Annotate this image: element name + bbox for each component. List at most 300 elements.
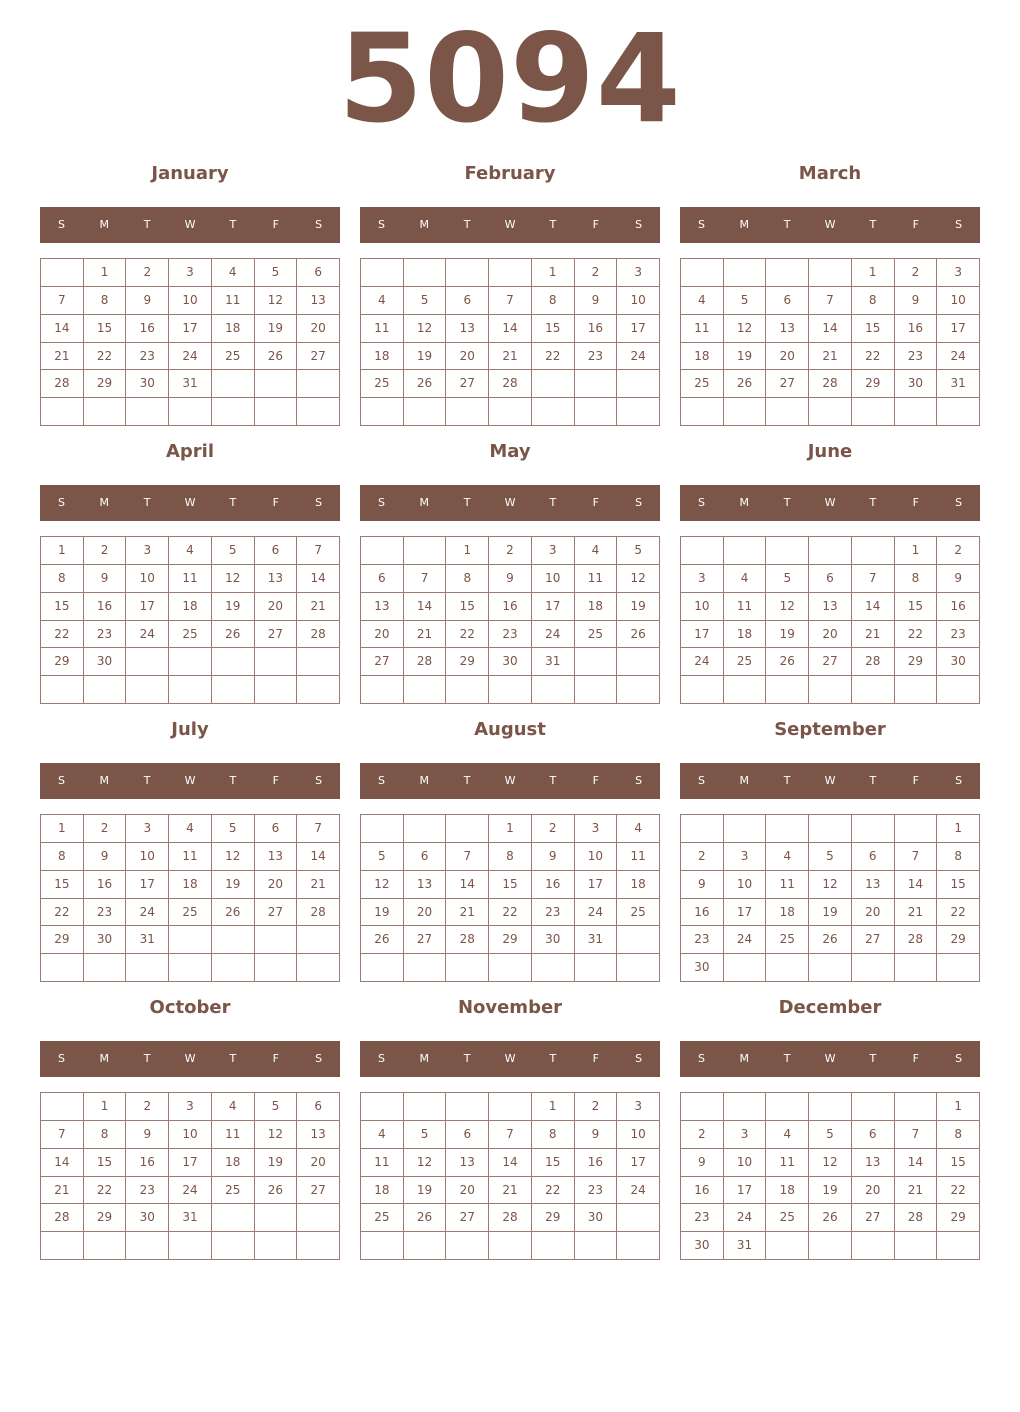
day-cell[interactable]: 12 xyxy=(212,565,255,593)
day-cell[interactable]: 22 xyxy=(532,343,575,371)
day-cell[interactable]: 8 xyxy=(532,1121,575,1149)
day-cell[interactable]: 9 xyxy=(126,287,169,315)
day-cell[interactable]: 30 xyxy=(126,370,169,398)
day-cell[interactable]: 13 xyxy=(361,593,404,621)
day-cell[interactable]: 16 xyxy=(937,593,980,621)
day-cell[interactable]: 22 xyxy=(532,1177,575,1205)
day-cell[interactable]: 19 xyxy=(212,871,255,899)
day-cell[interactable]: 3 xyxy=(617,259,660,287)
day-cell[interactable]: 16 xyxy=(681,899,724,927)
day-cell[interactable]: 12 xyxy=(212,843,255,871)
day-cell[interactable]: 29 xyxy=(84,1204,127,1232)
day-cell[interactable]: 18 xyxy=(212,1149,255,1177)
day-cell[interactable]: 26 xyxy=(255,343,298,371)
day-cell[interactable]: 6 xyxy=(297,1093,340,1121)
day-cell[interactable]: 26 xyxy=(404,370,447,398)
day-cell[interactable]: 27 xyxy=(255,621,298,649)
day-cell[interactable]: 20 xyxy=(809,621,852,649)
day-cell[interactable]: 20 xyxy=(446,1177,489,1205)
day-cell[interactable]: 27 xyxy=(297,343,340,371)
day-cell[interactable]: 18 xyxy=(766,899,809,927)
day-cell[interactable]: 24 xyxy=(169,1177,212,1205)
day-cell[interactable]: 4 xyxy=(169,815,212,843)
day-cell[interactable]: 30 xyxy=(895,370,938,398)
day-cell[interactable]: 15 xyxy=(489,871,532,899)
day-cell[interactable]: 6 xyxy=(446,1121,489,1149)
day-cell[interactable]: 14 xyxy=(446,871,489,899)
day-cell[interactable]: 26 xyxy=(809,926,852,954)
day-cell[interactable]: 21 xyxy=(489,1177,532,1205)
day-cell[interactable]: 8 xyxy=(84,287,127,315)
day-cell[interactable]: 24 xyxy=(126,621,169,649)
day-cell[interactable]: 28 xyxy=(895,926,938,954)
day-cell[interactable]: 29 xyxy=(937,1204,980,1232)
day-cell[interactable]: 26 xyxy=(809,1204,852,1232)
day-cell[interactable]: 15 xyxy=(852,315,895,343)
day-cell[interactable]: 2 xyxy=(84,815,127,843)
day-cell[interactable]: 23 xyxy=(575,343,618,371)
day-cell[interactable]: 24 xyxy=(724,1204,767,1232)
day-cell[interactable]: 12 xyxy=(255,1121,298,1149)
day-cell[interactable]: 21 xyxy=(404,621,447,649)
day-cell[interactable]: 18 xyxy=(724,621,767,649)
day-cell[interactable]: 13 xyxy=(446,1149,489,1177)
day-cell[interactable]: 29 xyxy=(895,648,938,676)
day-cell[interactable]: 13 xyxy=(297,287,340,315)
day-cell[interactable]: 14 xyxy=(489,315,532,343)
day-cell[interactable]: 19 xyxy=(724,343,767,371)
day-cell[interactable]: 3 xyxy=(169,1093,212,1121)
day-cell[interactable]: 20 xyxy=(255,593,298,621)
day-cell[interactable]: 26 xyxy=(404,1204,447,1232)
day-cell[interactable]: 15 xyxy=(937,1149,980,1177)
day-cell[interactable]: 17 xyxy=(575,871,618,899)
day-cell[interactable]: 17 xyxy=(937,315,980,343)
day-cell[interactable]: 14 xyxy=(852,593,895,621)
day-cell[interactable]: 22 xyxy=(937,1177,980,1205)
day-cell[interactable]: 7 xyxy=(404,565,447,593)
day-cell[interactable]: 19 xyxy=(212,593,255,621)
day-cell[interactable]: 13 xyxy=(404,871,447,899)
day-cell[interactable]: 13 xyxy=(852,871,895,899)
day-cell[interactable]: 21 xyxy=(852,621,895,649)
day-cell[interactable]: 6 xyxy=(852,843,895,871)
day-cell[interactable]: 29 xyxy=(937,926,980,954)
day-cell[interactable]: 26 xyxy=(212,899,255,927)
day-cell[interactable]: 9 xyxy=(532,843,575,871)
day-cell[interactable]: 17 xyxy=(169,1149,212,1177)
day-cell[interactable]: 26 xyxy=(361,926,404,954)
day-cell[interactable]: 23 xyxy=(895,343,938,371)
day-cell[interactable]: 5 xyxy=(212,537,255,565)
day-cell[interactable]: 9 xyxy=(681,1149,724,1177)
day-cell[interactable]: 17 xyxy=(532,593,575,621)
day-cell[interactable]: 17 xyxy=(617,1149,660,1177)
day-cell[interactable]: 21 xyxy=(446,899,489,927)
day-cell[interactable]: 19 xyxy=(404,343,447,371)
day-cell[interactable]: 17 xyxy=(169,315,212,343)
day-cell[interactable]: 30 xyxy=(681,954,724,982)
day-cell[interactable]: 7 xyxy=(895,1121,938,1149)
day-cell[interactable]: 1 xyxy=(84,259,127,287)
day-cell[interactable]: 30 xyxy=(489,648,532,676)
day-cell[interactable]: 13 xyxy=(446,315,489,343)
day-cell[interactable]: 17 xyxy=(617,315,660,343)
day-cell[interactable]: 25 xyxy=(681,370,724,398)
day-cell[interactable]: 27 xyxy=(809,648,852,676)
day-cell[interactable]: 4 xyxy=(681,287,724,315)
day-cell[interactable]: 10 xyxy=(169,1121,212,1149)
day-cell[interactable]: 5 xyxy=(617,537,660,565)
day-cell[interactable]: 10 xyxy=(724,871,767,899)
day-cell[interactable]: 6 xyxy=(809,565,852,593)
day-cell[interactable]: 5 xyxy=(212,815,255,843)
day-cell[interactable]: 25 xyxy=(766,1204,809,1232)
day-cell[interactable]: 24 xyxy=(724,926,767,954)
day-cell[interactable]: 4 xyxy=(361,1121,404,1149)
day-cell[interactable]: 7 xyxy=(895,843,938,871)
day-cell[interactable]: 11 xyxy=(361,1149,404,1177)
day-cell[interactable]: 22 xyxy=(937,899,980,927)
day-cell[interactable]: 14 xyxy=(41,315,84,343)
day-cell[interactable]: 13 xyxy=(297,1121,340,1149)
day-cell[interactable]: 9 xyxy=(895,287,938,315)
day-cell[interactable]: 12 xyxy=(617,565,660,593)
day-cell[interactable]: 29 xyxy=(446,648,489,676)
day-cell[interactable]: 8 xyxy=(489,843,532,871)
day-cell[interactable]: 29 xyxy=(489,926,532,954)
day-cell[interactable]: 1 xyxy=(489,815,532,843)
day-cell[interactable]: 28 xyxy=(809,370,852,398)
day-cell[interactable]: 8 xyxy=(84,1121,127,1149)
day-cell[interactable]: 19 xyxy=(809,899,852,927)
day-cell[interactable]: 16 xyxy=(84,871,127,899)
day-cell[interactable]: 2 xyxy=(681,843,724,871)
day-cell[interactable]: 27 xyxy=(361,648,404,676)
day-cell[interactable]: 13 xyxy=(255,565,298,593)
day-cell[interactable]: 19 xyxy=(617,593,660,621)
day-cell[interactable]: 6 xyxy=(404,843,447,871)
day-cell[interactable]: 9 xyxy=(126,1121,169,1149)
day-cell[interactable]: 28 xyxy=(41,370,84,398)
day-cell[interactable]: 8 xyxy=(937,843,980,871)
day-cell[interactable]: 28 xyxy=(404,648,447,676)
day-cell[interactable]: 28 xyxy=(297,899,340,927)
day-cell[interactable]: 5 xyxy=(404,1121,447,1149)
day-cell[interactable]: 2 xyxy=(895,259,938,287)
day-cell[interactable]: 1 xyxy=(41,537,84,565)
day-cell[interactable]: 27 xyxy=(852,1204,895,1232)
day-cell[interactable]: 18 xyxy=(212,315,255,343)
day-cell[interactable]: 6 xyxy=(446,287,489,315)
day-cell[interactable]: 9 xyxy=(937,565,980,593)
day-cell[interactable]: 6 xyxy=(255,537,298,565)
day-cell[interactable]: 19 xyxy=(809,1177,852,1205)
day-cell[interactable]: 22 xyxy=(852,343,895,371)
day-cell[interactable]: 28 xyxy=(297,621,340,649)
day-cell[interactable]: 11 xyxy=(212,287,255,315)
day-cell[interactable]: 11 xyxy=(361,315,404,343)
day-cell[interactable]: 15 xyxy=(446,593,489,621)
day-cell[interactable]: 21 xyxy=(809,343,852,371)
day-cell[interactable]: 10 xyxy=(617,1121,660,1149)
day-cell[interactable]: 25 xyxy=(212,1177,255,1205)
day-cell[interactable]: 14 xyxy=(895,871,938,899)
day-cell[interactable]: 14 xyxy=(404,593,447,621)
day-cell[interactable]: 27 xyxy=(404,926,447,954)
day-cell[interactable]: 24 xyxy=(126,899,169,927)
day-cell[interactable]: 27 xyxy=(297,1177,340,1205)
day-cell[interactable]: 9 xyxy=(575,1121,618,1149)
day-cell[interactable]: 20 xyxy=(297,1149,340,1177)
day-cell[interactable]: 31 xyxy=(724,1232,767,1260)
day-cell[interactable]: 6 xyxy=(361,565,404,593)
day-cell[interactable]: 4 xyxy=(212,259,255,287)
day-cell[interactable]: 25 xyxy=(724,648,767,676)
day-cell[interactable]: 10 xyxy=(575,843,618,871)
day-cell[interactable]: 10 xyxy=(532,565,575,593)
day-cell[interactable]: 24 xyxy=(937,343,980,371)
day-cell[interactable]: 31 xyxy=(532,648,575,676)
day-cell[interactable]: 31 xyxy=(575,926,618,954)
day-cell[interactable]: 30 xyxy=(532,926,575,954)
day-cell[interactable]: 20 xyxy=(297,315,340,343)
day-cell[interactable]: 4 xyxy=(617,815,660,843)
day-cell[interactable]: 9 xyxy=(681,871,724,899)
day-cell[interactable]: 28 xyxy=(489,1204,532,1232)
day-cell[interactable]: 28 xyxy=(446,926,489,954)
day-cell[interactable]: 16 xyxy=(575,315,618,343)
day-cell[interactable]: 10 xyxy=(937,287,980,315)
day-cell[interactable]: 23 xyxy=(126,343,169,371)
day-cell[interactable]: 17 xyxy=(724,899,767,927)
day-cell[interactable]: 8 xyxy=(852,287,895,315)
day-cell[interactable]: 17 xyxy=(681,621,724,649)
day-cell[interactable]: 28 xyxy=(489,370,532,398)
day-cell[interactable]: 11 xyxy=(212,1121,255,1149)
day-cell[interactable]: 8 xyxy=(937,1121,980,1149)
day-cell[interactable]: 14 xyxy=(489,1149,532,1177)
day-cell[interactable]: 19 xyxy=(766,621,809,649)
day-cell[interactable]: 8 xyxy=(41,843,84,871)
day-cell[interactable]: 8 xyxy=(895,565,938,593)
day-cell[interactable]: 1 xyxy=(852,259,895,287)
day-cell[interactable]: 29 xyxy=(41,926,84,954)
day-cell[interactable]: 30 xyxy=(937,648,980,676)
day-cell[interactable]: 27 xyxy=(766,370,809,398)
day-cell[interactable]: 7 xyxy=(489,1121,532,1149)
day-cell[interactable]: 9 xyxy=(84,565,127,593)
day-cell[interactable]: 28 xyxy=(895,1204,938,1232)
day-cell[interactable]: 14 xyxy=(297,565,340,593)
day-cell[interactable]: 3 xyxy=(617,1093,660,1121)
day-cell[interactable]: 22 xyxy=(489,899,532,927)
day-cell[interactable]: 8 xyxy=(532,287,575,315)
day-cell[interactable]: 20 xyxy=(852,899,895,927)
day-cell[interactable]: 3 xyxy=(681,565,724,593)
day-cell[interactable]: 29 xyxy=(84,370,127,398)
day-cell[interactable]: 15 xyxy=(41,871,84,899)
day-cell[interactable]: 17 xyxy=(126,593,169,621)
day-cell[interactable]: 5 xyxy=(404,287,447,315)
day-cell[interactable]: 27 xyxy=(852,926,895,954)
day-cell[interactable]: 1 xyxy=(937,815,980,843)
day-cell[interactable]: 3 xyxy=(724,843,767,871)
day-cell[interactable]: 21 xyxy=(297,871,340,899)
day-cell[interactable]: 1 xyxy=(41,815,84,843)
day-cell[interactable]: 29 xyxy=(532,1204,575,1232)
day-cell[interactable]: 30 xyxy=(84,648,127,676)
day-cell[interactable]: 7 xyxy=(852,565,895,593)
day-cell[interactable]: 8 xyxy=(446,565,489,593)
day-cell[interactable]: 31 xyxy=(126,926,169,954)
day-cell[interactable]: 19 xyxy=(255,1149,298,1177)
day-cell[interactable]: 5 xyxy=(809,843,852,871)
day-cell[interactable]: 23 xyxy=(126,1177,169,1205)
day-cell[interactable]: 3 xyxy=(575,815,618,843)
day-cell[interactable]: 7 xyxy=(809,287,852,315)
day-cell[interactable]: 20 xyxy=(766,343,809,371)
day-cell[interactable]: 26 xyxy=(766,648,809,676)
day-cell[interactable]: 4 xyxy=(724,565,767,593)
day-cell[interactable]: 10 xyxy=(617,287,660,315)
day-cell[interactable]: 16 xyxy=(681,1177,724,1205)
day-cell[interactable]: 4 xyxy=(361,287,404,315)
day-cell[interactable]: 25 xyxy=(361,370,404,398)
day-cell[interactable]: 23 xyxy=(937,621,980,649)
day-cell[interactable]: 4 xyxy=(575,537,618,565)
day-cell[interactable]: 25 xyxy=(766,926,809,954)
day-cell[interactable]: 18 xyxy=(361,343,404,371)
day-cell[interactable]: 14 xyxy=(41,1149,84,1177)
day-cell[interactable]: 25 xyxy=(575,621,618,649)
day-cell[interactable]: 22 xyxy=(84,343,127,371)
day-cell[interactable]: 2 xyxy=(575,259,618,287)
day-cell[interactable]: 5 xyxy=(724,287,767,315)
day-cell[interactable]: 3 xyxy=(169,259,212,287)
day-cell[interactable]: 11 xyxy=(766,1149,809,1177)
day-cell[interactable]: 20 xyxy=(852,1177,895,1205)
day-cell[interactable]: 25 xyxy=(361,1204,404,1232)
day-cell[interactable]: 31 xyxy=(169,370,212,398)
day-cell[interactable]: 30 xyxy=(126,1204,169,1232)
day-cell[interactable]: 24 xyxy=(617,1177,660,1205)
day-cell[interactable]: 12 xyxy=(404,1149,447,1177)
day-cell[interactable]: 15 xyxy=(41,593,84,621)
day-cell[interactable]: 24 xyxy=(617,343,660,371)
day-cell[interactable]: 25 xyxy=(212,343,255,371)
day-cell[interactable]: 2 xyxy=(126,259,169,287)
day-cell[interactable]: 2 xyxy=(575,1093,618,1121)
day-cell[interactable]: 30 xyxy=(681,1232,724,1260)
day-cell[interactable]: 5 xyxy=(255,259,298,287)
day-cell[interactable]: 20 xyxy=(361,621,404,649)
day-cell[interactable]: 13 xyxy=(255,843,298,871)
day-cell[interactable]: 25 xyxy=(169,899,212,927)
day-cell[interactable]: 10 xyxy=(126,565,169,593)
day-cell[interactable]: 16 xyxy=(489,593,532,621)
day-cell[interactable]: 2 xyxy=(126,1093,169,1121)
day-cell[interactable]: 7 xyxy=(297,537,340,565)
day-cell[interactable]: 24 xyxy=(575,899,618,927)
day-cell[interactable]: 23 xyxy=(681,1204,724,1232)
day-cell[interactable]: 17 xyxy=(724,1177,767,1205)
day-cell[interactable]: 3 xyxy=(532,537,575,565)
day-cell[interactable]: 5 xyxy=(809,1121,852,1149)
day-cell[interactable]: 26 xyxy=(212,621,255,649)
day-cell[interactable]: 18 xyxy=(766,1177,809,1205)
day-cell[interactable]: 21 xyxy=(895,899,938,927)
day-cell[interactable]: 5 xyxy=(361,843,404,871)
day-cell[interactable]: 16 xyxy=(126,315,169,343)
day-cell[interactable]: 20 xyxy=(255,871,298,899)
day-cell[interactable]: 15 xyxy=(84,315,127,343)
day-cell[interactable]: 16 xyxy=(532,871,575,899)
day-cell[interactable]: 18 xyxy=(361,1177,404,1205)
day-cell[interactable]: 1 xyxy=(446,537,489,565)
day-cell[interactable]: 6 xyxy=(297,259,340,287)
day-cell[interactable]: 10 xyxy=(724,1149,767,1177)
day-cell[interactable]: 15 xyxy=(937,871,980,899)
day-cell[interactable]: 12 xyxy=(809,871,852,899)
day-cell[interactable]: 1 xyxy=(532,259,575,287)
day-cell[interactable]: 23 xyxy=(575,1177,618,1205)
day-cell[interactable]: 7 xyxy=(489,287,532,315)
day-cell[interactable]: 18 xyxy=(169,871,212,899)
day-cell[interactable]: 13 xyxy=(766,315,809,343)
day-cell[interactable]: 3 xyxy=(937,259,980,287)
day-cell[interactable]: 4 xyxy=(766,843,809,871)
day-cell[interactable]: 3 xyxy=(724,1121,767,1149)
day-cell[interactable]: 30 xyxy=(575,1204,618,1232)
day-cell[interactable]: 12 xyxy=(361,871,404,899)
day-cell[interactable]: 31 xyxy=(169,1204,212,1232)
day-cell[interactable]: 13 xyxy=(809,593,852,621)
day-cell[interactable]: 4 xyxy=(766,1121,809,1149)
day-cell[interactable]: 12 xyxy=(404,315,447,343)
day-cell[interactable]: 3 xyxy=(126,537,169,565)
day-cell[interactable]: 20 xyxy=(446,343,489,371)
day-cell[interactable]: 27 xyxy=(446,1204,489,1232)
day-cell[interactable]: 26 xyxy=(255,1177,298,1205)
day-cell[interactable]: 24 xyxy=(532,621,575,649)
day-cell[interactable]: 4 xyxy=(169,537,212,565)
day-cell[interactable]: 25 xyxy=(617,899,660,927)
day-cell[interactable]: 27 xyxy=(446,370,489,398)
day-cell[interactable]: 28 xyxy=(41,1204,84,1232)
day-cell[interactable]: 6 xyxy=(255,815,298,843)
day-cell[interactable]: 19 xyxy=(361,899,404,927)
day-cell[interactable]: 26 xyxy=(617,621,660,649)
day-cell[interactable]: 1 xyxy=(532,1093,575,1121)
day-cell[interactable]: 2 xyxy=(489,537,532,565)
day-cell[interactable]: 21 xyxy=(895,1177,938,1205)
day-cell[interactable]: 23 xyxy=(532,899,575,927)
day-cell[interactable]: 7 xyxy=(297,815,340,843)
day-cell[interactable]: 11 xyxy=(766,871,809,899)
day-cell[interactable]: 18 xyxy=(617,871,660,899)
day-cell[interactable]: 12 xyxy=(255,287,298,315)
day-cell[interactable]: 22 xyxy=(446,621,489,649)
day-cell[interactable]: 9 xyxy=(575,287,618,315)
day-cell[interactable]: 22 xyxy=(895,621,938,649)
day-cell[interactable]: 7 xyxy=(41,1121,84,1149)
day-cell[interactable]: 22 xyxy=(41,621,84,649)
day-cell[interactable]: 24 xyxy=(681,648,724,676)
day-cell[interactable]: 11 xyxy=(724,593,767,621)
day-cell[interactable]: 5 xyxy=(766,565,809,593)
day-cell[interactable]: 24 xyxy=(169,343,212,371)
